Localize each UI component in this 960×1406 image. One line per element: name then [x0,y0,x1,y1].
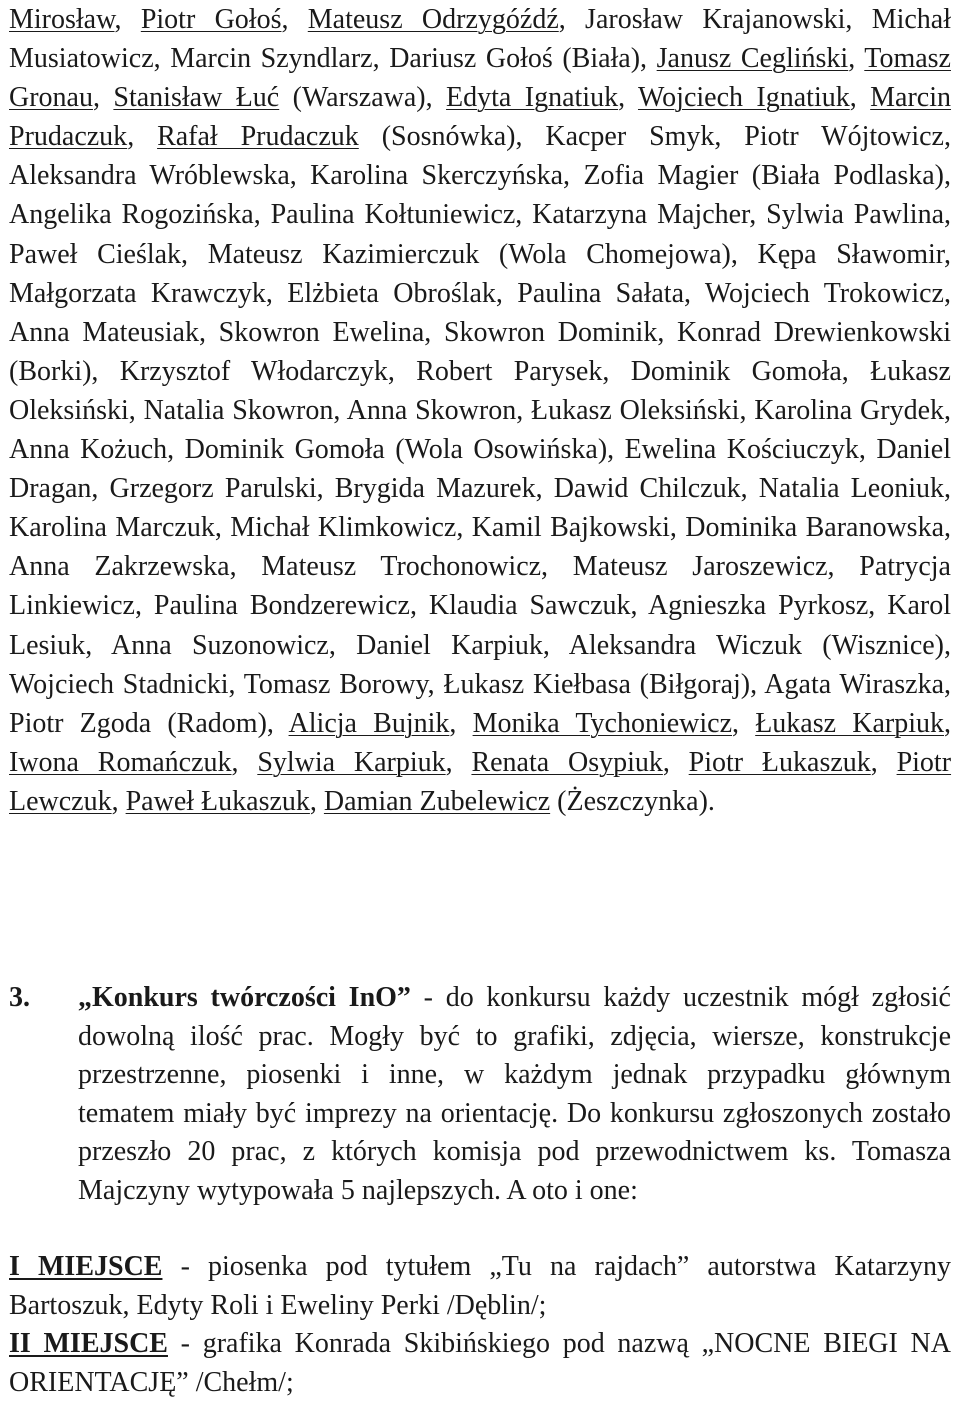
names-text: , [662,746,689,778]
names-text: , [870,746,897,778]
underlined-name: Marcin Prudaczuk [9,82,952,153]
names-text: , [111,785,126,817]
underlined-name: Alicja Bujnik [288,707,450,739]
names-text: , [944,707,951,739]
names-text: , [848,43,865,75]
names-text: , [127,121,158,153]
underlined-name: Paweł Łukaszuk [125,785,310,817]
underlined-name: Piotr Łukaszuk [688,746,871,778]
names-text: , Jarosław Krajanowski, Michał Musiatowicz, Marcin Szyndlarz, Dariusz Gołoś (Biała), [9,4,951,75]
names-text: , [114,4,141,35]
underlined-name: Renata Osypiuk [471,746,663,778]
contest-title: „Konkurs twórczości InO” [78,982,411,1013]
section-3 [9,979,951,1210]
names-text: , [849,82,871,114]
names-text: , [92,82,114,114]
underlined-name: Damian Zubelewicz [323,785,551,817]
names-text: (Warszawa), [279,82,447,114]
underlined-name: Rafał Prudaczuk [157,121,359,153]
place-2-title: II MIEJSCE [9,1328,168,1359]
underlined-name: Monika Tychoniewicz [472,707,733,739]
names-text: , [281,4,308,35]
underlined-name: Mateusz Odrzygóźdź [307,4,559,35]
underlined-name: Piotr Gołoś [140,4,282,35]
underlined-name: Janusz Cegliński [656,43,849,75]
names-text: , [732,707,756,739]
results-list [9,1248,951,1402]
underlined-name: Łukasz Karpiuk [755,707,944,739]
section-number: 3. [9,982,30,1013]
underlined-name: Wojciech Ignatiuk [637,82,850,114]
names-text: (Sosnówka), Kacper Smyk, Piotr Wójtowicz, Aleksandra Wróblewska, Karolina Skerczyńska, Zofia Magier (Biała Podlaska), Angelika Rogozińska, Paulina Kołtuniewicz, Katarzyna Majcher, Sylwia Pawlina, Paweł Cieślak, Mateusz Kazimierczuk (Wola Chomejowa), Kępa Sławomir, Małgorzata Krawczyk, Elżbieta Obroślak, Paulina Sałata, Wojciech Trokowicz, Anna Mateusiak, Skowron Ewelina, Skowron Dominik, Konrad Drewienkowski (Borki), Krzysztof Włodarczyk, Robert Parysek, Dominik Gomoła, Łukasz Oleksiński, Natalia Skowron, Anna Skowron, Łukasz Oleksiński, Karolina Grydek, Anna Kożuch, Dominik Gomoła (Wola Osowińska), Ewelina Kościuczyk, Daniel Dragan, Grzegorz Parulski, Brygida Mazurek, Dawid Chilczuk, Natalia Leoniuk, Karolina Marczuk, Michał Klimkowicz, Kamil Bajkowski, Dominika Baranowska, Anna Zakrzewska, Mateusz Trochonowicz, Mateusz Jaroszewicz, Patrycja Linkiewicz, Paulina Bondzerewicz, Klaudia Sawczuk, Agnieszka Pyrkosz, Karol Lesiuk, Anna Suzonowicz, Daniel Karpiuk, Aleksandra Wiczuk (Wisznice), Wojciech Stadnicki, Tomasz Borowy, Łukasz Kiełbasa (Biłgoraj), Agata Wiraszka, Piotr Zgoda (Radom), [9,121,951,739]
place-1-title: I MIEJSCE [9,1251,163,1282]
underlined-name: Tomasz Gronau [9,43,951,114]
contest-description: - do konkursu każdy uczestnik mógł zgłosić dowolną ilość prac. Mogły być to grafiki, zdjęcia, wiersze, konstrukcje przestrzenne, piosenki i inne, w każdym jednak przypadku głównym tematem miały być imprezy na orientację. Do konkursu zgłoszonych zostało przeszło 20 prac, z których komisja pod przewodnictwem ks. Tomasza Majczyny wytypowała 5 najlepszych. A oto i one: [78,982,951,1206]
underlined-name: Edyta Ignatiuk [446,82,619,114]
names-text: , [618,82,638,114]
participants-paragraph [9,0,951,821]
place-1 [9,1248,951,1325]
underlined-name: Stanisław Łuć [113,82,280,114]
place-2-text: - grafika Konrada Skibińskiego pod nazwą „NOCNE BIEGI NA ORIENTACJĘ” /Chełm/; [9,1328,951,1398]
place-2 [9,1325,951,1402]
underlined-name: Iwona Romańczuk [9,746,232,778]
names-text: , [445,746,472,778]
underlined-name: Mirosław [9,4,115,35]
names-text: , [231,746,258,778]
underlined-name: Piotr Lewczuk [9,746,952,817]
section-body [78,979,951,1210]
names-text: , [309,785,324,817]
underlined-name: Sylwia Karpiuk [257,746,446,778]
place-1-text: - piosenka pod tytułem „Tu na rajdach” autorstwa Katarzyny Bartoszuk, Edyty Roli i Eweliny Perki /Dęblin/; [9,1251,951,1321]
names-text: , [449,707,473,739]
names-text: (Żeszczynka). [550,785,715,817]
